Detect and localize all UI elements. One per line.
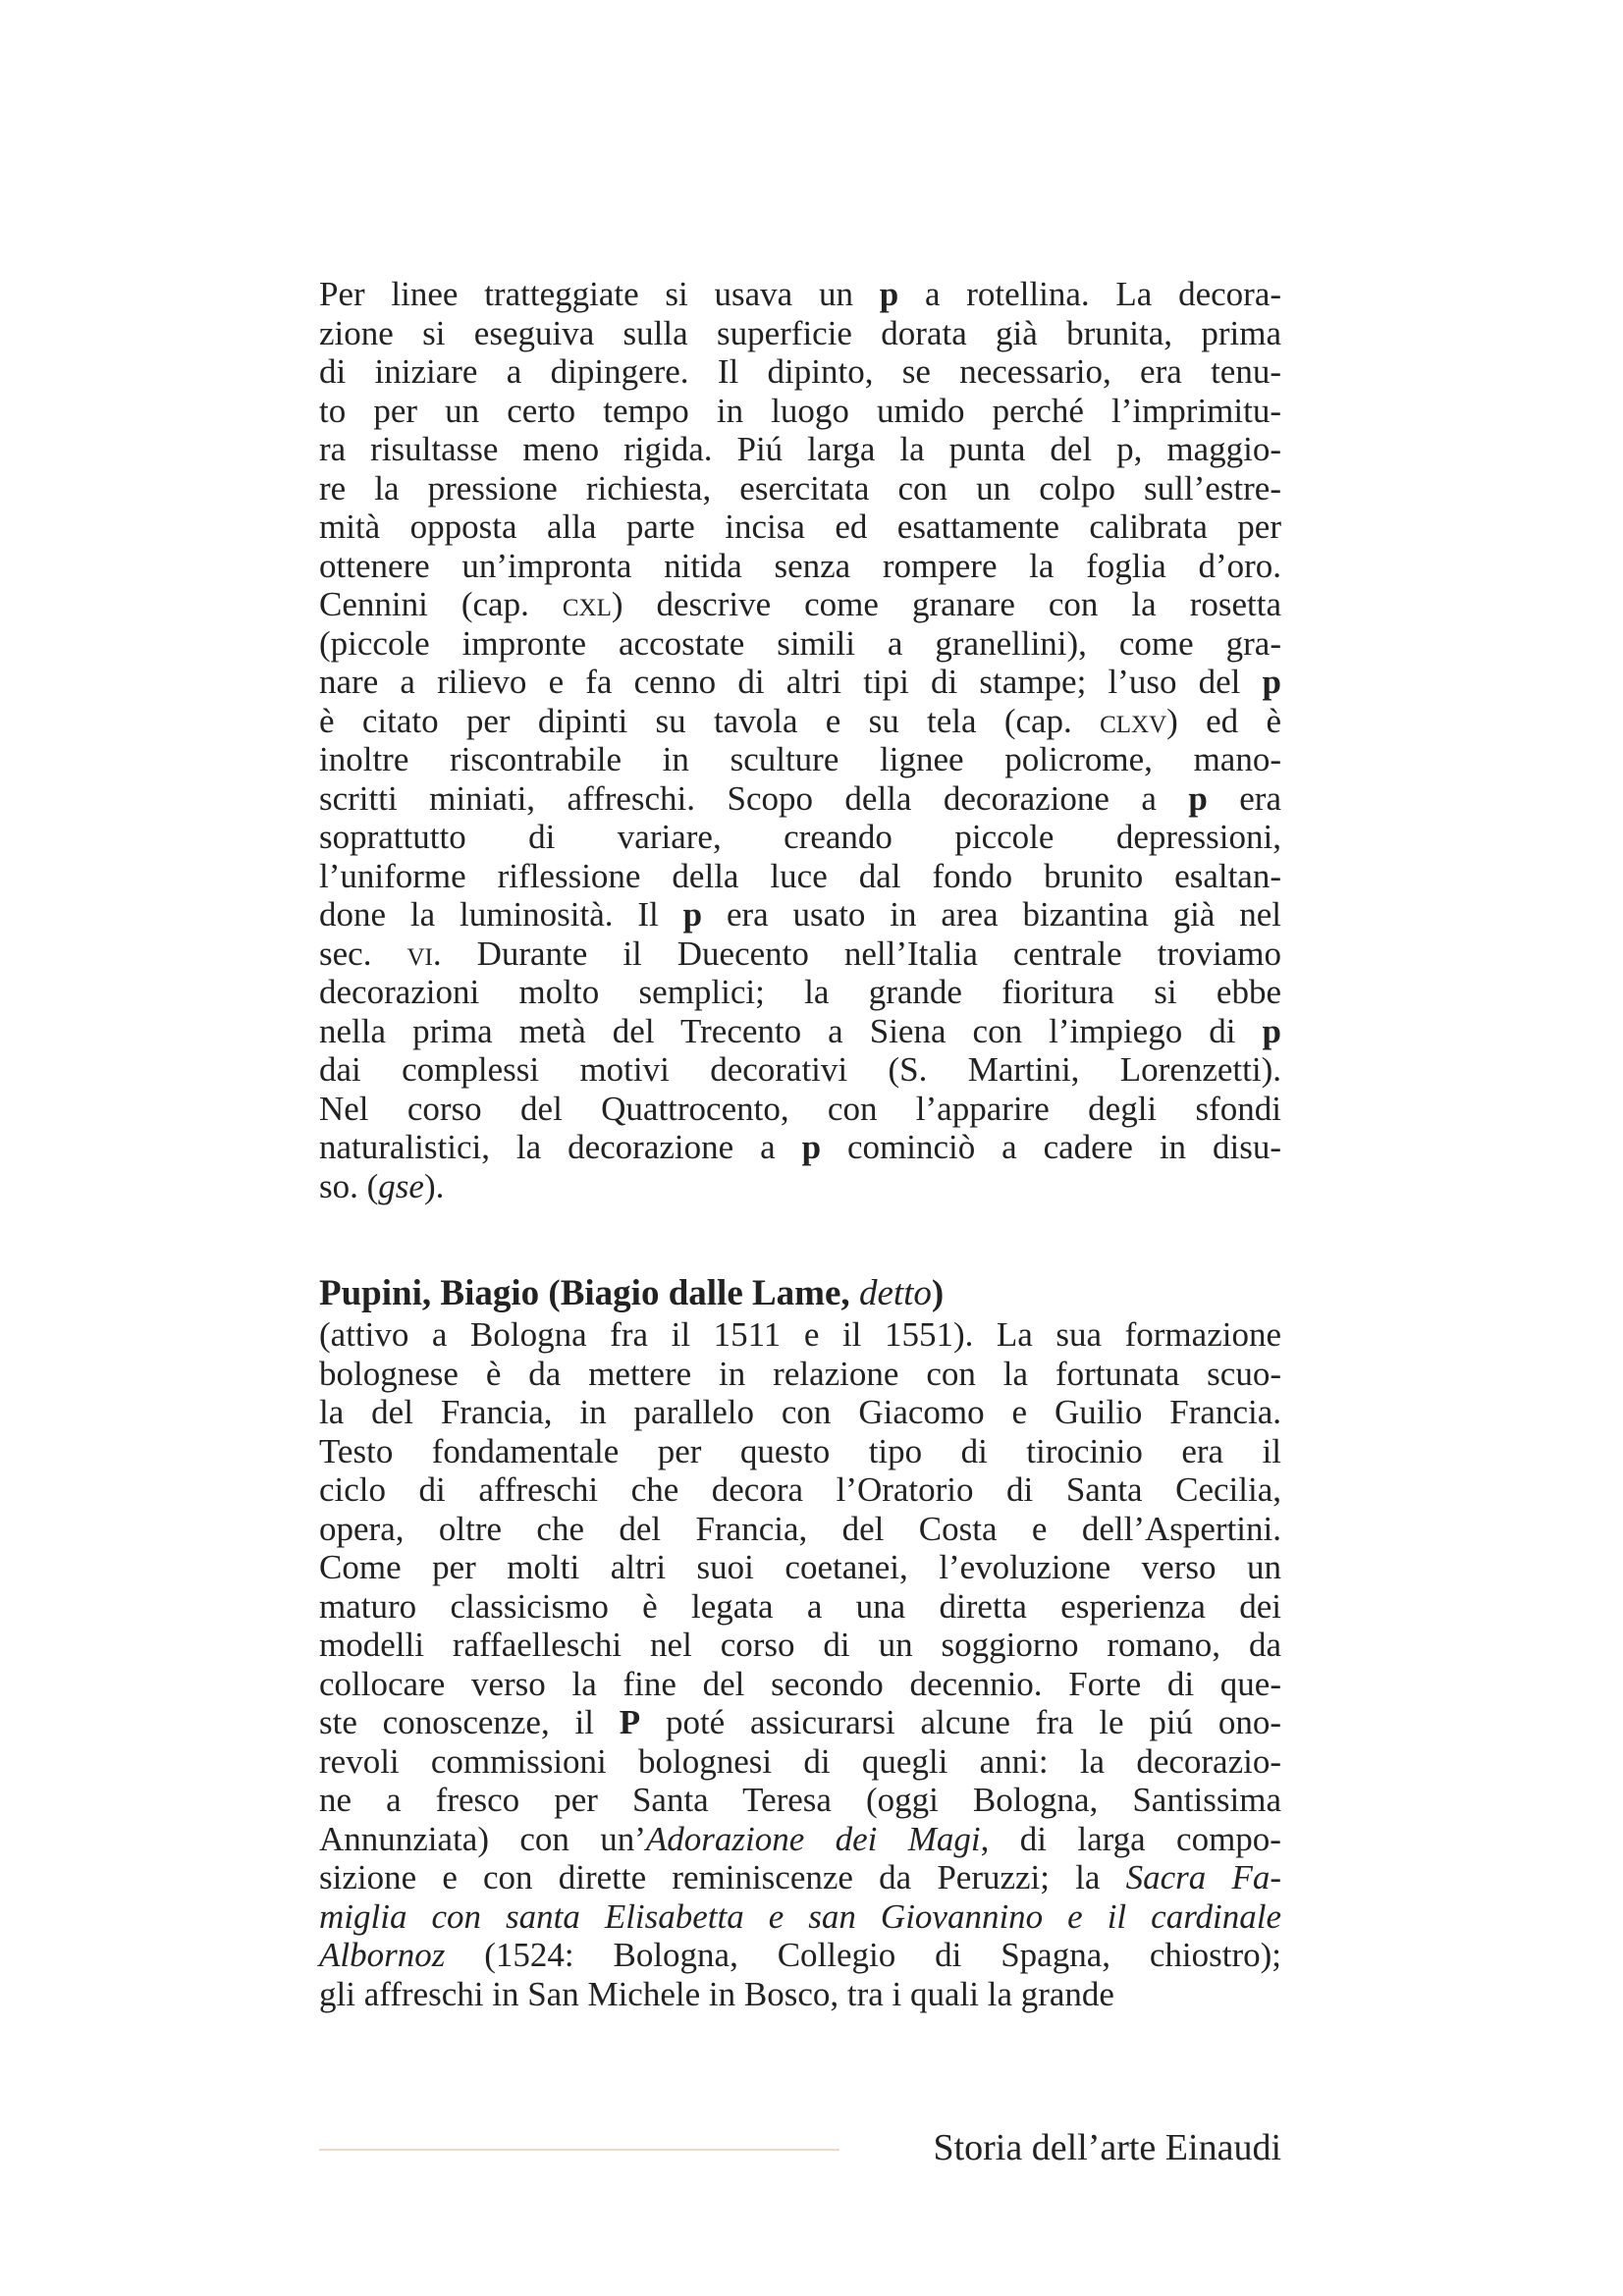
text-run: collocare verso la fine del secondo decennio. Forte di que- — [319, 1664, 1281, 1703]
entry-title-italic: detto — [858, 1273, 932, 1313]
text-line — [319, 1665, 1281, 1704]
entry-punzone-text — [319, 275, 1281, 1205]
text-run: scritti miniati, affreschi. Scopo della decorazione a — [319, 778, 1189, 818]
text-line — [319, 1975, 1281, 2014]
text-run: gse — [378, 1166, 424, 1205]
text-line — [319, 392, 1281, 431]
text-line — [319, 1128, 1281, 1167]
text-line — [319, 352, 1281, 392]
text-line — [319, 1703, 1281, 1742]
text-line — [319, 973, 1281, 1012]
text-run: gli affreschi in San Michele in Bosco, tra i quali la grande — [319, 1974, 1114, 2013]
text-run: Albornoz — [319, 1936, 446, 1974]
text-line — [319, 740, 1281, 779]
entry-title-end: ) — [931, 1273, 945, 1313]
text-line — [319, 818, 1281, 857]
text-run: p — [801, 1128, 822, 1166]
text-run: (piccole impronte accostate simili a granellini), come gra- — [319, 623, 1281, 663]
page-footer — [319, 2124, 1281, 2173]
text-line — [319, 1012, 1281, 1051]
text-run: Testo fondamentale per questo tipo di tirocinio era il — [319, 1431, 1281, 1470]
text-run: era usato in area bizantina già nel — [702, 895, 1281, 934]
text-line — [319, 1393, 1281, 1432]
text-line — [319, 1858, 1281, 1897]
text-run: so. ( — [319, 1166, 379, 1205]
text-run: maturo classicismo è legata a una diretta esperienza dei — [319, 1586, 1281, 1626]
text-run: ne a fresco per Santa Teresa (oggi Bologna, Santissima — [319, 1781, 1281, 1819]
page-body — [319, 275, 1281, 2013]
text-run: è citato per dipinti su tavola e su tela (cap. — [319, 701, 1101, 740]
text-line — [319, 1167, 1281, 1206]
text-line — [319, 1090, 1281, 1129]
text-run: Sacra Fa- — [1125, 1858, 1281, 1896]
text-line — [319, 1432, 1281, 1471]
text-run: done la luminosità. Il — [319, 895, 683, 934]
text-line — [319, 1050, 1281, 1090]
text-line — [319, 857, 1281, 896]
text-line — [319, 1510, 1281, 1549]
text-line — [319, 1355, 1281, 1394]
text-line — [319, 934, 1281, 974]
text-run: ste conoscenze, il — [319, 1703, 620, 1741]
text-run: soprattutto di variare, creando piccole depressioni, — [319, 818, 1281, 856]
text-run: p — [1262, 663, 1281, 701]
text-line — [319, 547, 1281, 586]
text-run: sizione e con dirette reminiscenze da Peruzzi; la — [319, 1858, 1126, 1896]
text-run: ra risultasse meno rigida. Piú larga la punta del p, maggio- — [319, 430, 1281, 468]
text-run: vi — [406, 934, 433, 973]
text-line — [319, 585, 1281, 624]
text-line — [319, 314, 1281, 353]
text-run: nare a rilievo e fa cenno di altri tipi di stampe; l’uso del — [319, 663, 1263, 701]
text-run: (attivo a Bologna fra il 1511 e il 1551). La sua formazione — [319, 1315, 1281, 1354]
text-line — [319, 1936, 1281, 1975]
text-run: P — [619, 1703, 641, 1741]
text-run: era — [1207, 778, 1281, 818]
text-line — [319, 1548, 1281, 1587]
text-run: p — [682, 895, 703, 934]
text-line — [319, 1315, 1281, 1355]
text-run: l’uniforme riflessione della luce dal fondo brunito esaltan- — [319, 856, 1281, 895]
text-line — [319, 1587, 1281, 1627]
text-run: revoli commissioni bolognesi di quegli anni: la decorazio- — [319, 1741, 1281, 1781]
text-run: ) descrive come granare con la rosetta — [611, 585, 1281, 623]
text-run: decorazioni molto semplici; la grande fioritura si ebbe — [319, 973, 1281, 1011]
text-line — [319, 702, 1281, 741]
text-run: (1524: Bologna, Collegio di Spagna, chiostro); — [445, 1936, 1281, 1974]
text-run: ciclo di affreschi che decora l’Oratorio di Santa Cecilia, — [319, 1470, 1281, 1509]
text-run: Cennini (cap. — [319, 585, 563, 623]
text-line — [319, 779, 1281, 819]
text-run: mità opposta alla parte incisa ed esattamente calibrata per — [319, 507, 1281, 546]
text-run: p — [1188, 778, 1208, 818]
text-run: di iniziare a dipingere. Il dipinto, se necessario, era tenu- — [319, 352, 1281, 391]
text-run: Annunziata) con un’ — [319, 1819, 646, 1858]
text-run: zione si eseguiva sulla superficie dorata già brunita, prima — [319, 313, 1281, 352]
text-run: Adorazione dei Magi — [645, 1819, 981, 1858]
text-run: ). — [423, 1166, 445, 1205]
text-line — [319, 1781, 1281, 1820]
text-line — [319, 663, 1281, 702]
text-run: re la pressione richiesta, esercitata con un colpo sull’estre- — [319, 468, 1281, 507]
text-line — [319, 1742, 1281, 1782]
text-run: nella prima metà del Trecento a Siena con l’impiego di — [319, 1011, 1263, 1050]
text-run: , di larga compo- — [980, 1819, 1281, 1858]
text-run: p — [879, 275, 899, 313]
text-run: . Durante il Duecento nell’Italia centrale troviamo — [432, 934, 1281, 973]
text-run: inoltre riscontrabile in sculture lignee policrome, mano- — [319, 740, 1281, 778]
text-run: Come per molti altri suoi coetanei, l’evoluzione verso un — [319, 1548, 1281, 1586]
text-run: a rotellina. La decora- — [898, 275, 1282, 313]
text-run: ) ed è — [1166, 701, 1281, 740]
text-run: poté assicurarsi alcune fra le piú ono- — [640, 1703, 1282, 1741]
text-run: Per linee tratteggiate si usava un — [319, 275, 880, 313]
text-line — [319, 895, 1281, 934]
text-run: naturalistici, la decorazione a — [319, 1128, 802, 1166]
text-run: ottenere un’impronta nitida senza rompere la foglia d’oro. — [319, 546, 1281, 585]
text-line — [319, 275, 1281, 314]
text-line — [319, 1626, 1281, 1665]
text-run: p — [1262, 1011, 1281, 1050]
text-run: dai complessi motivi decorativi (S. Martini, Lorenzetti). — [319, 1050, 1281, 1089]
entry-pupini-text — [319, 1315, 1281, 2013]
text-run: Nel corso del Quattrocento, con l’apparire degli sfondi — [319, 1089, 1281, 1128]
text-line — [319, 1820, 1281, 1859]
text-run: opera, oltre che del Francia, del Costa e dell’Aspertini. — [319, 1509, 1281, 1548]
entry-pupini-title — [319, 1272, 1281, 1315]
text-run: to per un certo tempo in luogo umido perché l’imprimitu- — [319, 391, 1281, 430]
text-run: modelli raffaelleschi nel corso di un soggiorno romano, da — [319, 1626, 1281, 1664]
text-run: clxv — [1100, 701, 1167, 740]
text-run: sec. — [319, 934, 407, 973]
entry-title-main: Pupini, Biagio (Biagio dalle Lame, — [319, 1273, 859, 1313]
text-line — [319, 507, 1281, 547]
text-line — [319, 469, 1281, 508]
footer-rule — [319, 2149, 839, 2151]
text-line — [319, 624, 1281, 664]
text-run: la del Francia, in parallelo con Giacomo e Guilio Francia. — [319, 1393, 1281, 1431]
footer-publisher: Storia dell’arte Einaudi — [933, 2127, 1281, 2168]
text-run: miglia con santa Elisabetta e san Giovannino e il cardinale — [319, 1896, 1281, 1936]
text-run: cominciò a cadere in disu- — [821, 1128, 1281, 1166]
text-line — [319, 430, 1281, 469]
text-line — [319, 1897, 1281, 1937]
text-line — [319, 1470, 1281, 1510]
text-run: cxl — [562, 585, 612, 623]
text-run: bolognese è da mettere in relazione con la fortunata scuo- — [319, 1354, 1281, 1393]
